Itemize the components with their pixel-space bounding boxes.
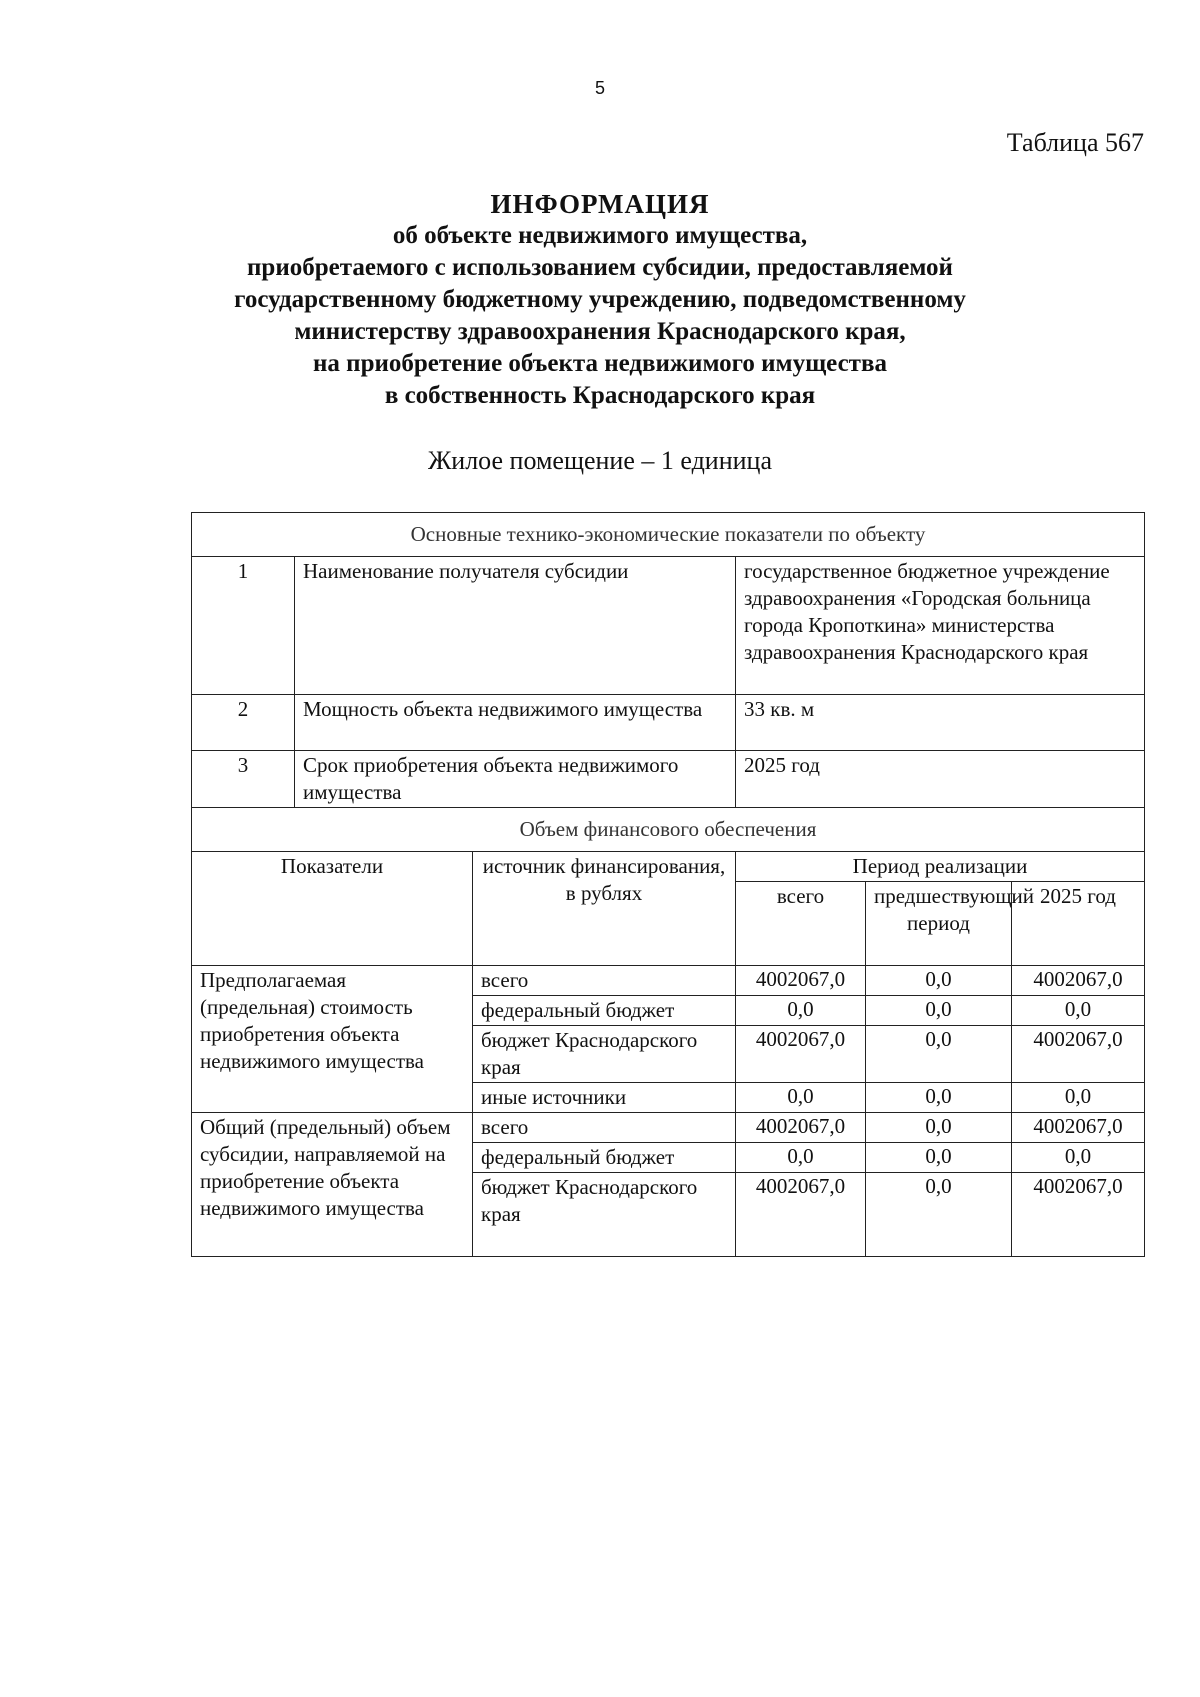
- source-cell: федеральный бюджет: [473, 996, 736, 1026]
- row-value: государственное бюджетное учреждение здравоохранения «Городская больница города Кропоткина» министерства здравоохранения Краснодарского края: [736, 557, 1145, 695]
- group-label: Предполагаемая (предельная) стоимость приобретения объекта недвижимого имущества: [192, 966, 473, 1113]
- value-previous: 0,0: [866, 996, 1012, 1026]
- row-value: 33 кв. м: [736, 695, 1145, 751]
- header-row: [192, 852, 1145, 882]
- row-value: 2025 год: [736, 751, 1145, 808]
- source-cell: бюджет Краснодарского края: [473, 1026, 736, 1083]
- row-label: Мощность объекта недвижимого имущества: [295, 695, 736, 751]
- table-row: [192, 1113, 1145, 1143]
- object-subtitle: Жилое помещение – 1 единица: [427, 446, 772, 475]
- section-title-row: [192, 808, 1145, 852]
- value-total: 0,0: [736, 1083, 866, 1113]
- table-number: Таблица 567: [1006, 128, 1144, 157]
- heading-line: в собственность Краснодарского края: [384, 382, 816, 409]
- document-heading: [0, 188, 1200, 412]
- heading-line: об объекте недвижимого имущества,: [392, 222, 808, 249]
- header-previous: предшествующий период: [866, 882, 1012, 966]
- value-total: 4002067,0: [736, 1173, 866, 1257]
- row-label: Срок приобретения объекта недвижимого имущества: [295, 751, 736, 808]
- value-year: 0,0: [1012, 1143, 1145, 1173]
- value-year: 4002067,0: [1012, 1173, 1145, 1257]
- group-label: Общий (предельный) объем субсидии, направляемой на приобретение объекта недвижимого имущества: [192, 1113, 473, 1257]
- value-previous: 0,0: [866, 1173, 1012, 1257]
- section-title: Объем финансового обеспечения: [192, 808, 1145, 852]
- table-row: [192, 695, 1145, 751]
- header-period: Период реализации: [736, 852, 1145, 882]
- row-number: 1: [192, 557, 295, 695]
- header-source: источник финансирования, в рублях: [473, 852, 736, 966]
- source-cell: всего: [473, 966, 736, 996]
- value-previous: 0,0: [866, 1083, 1012, 1113]
- value-total: 4002067,0: [736, 1026, 866, 1083]
- value-year: 0,0: [1012, 996, 1145, 1026]
- row-label: Наименование получателя субсидии: [295, 557, 736, 695]
- table-row: [192, 966, 1145, 996]
- header-year: 2025 год: [1012, 882, 1145, 966]
- heading-line: государственному бюджетному учреждению, подведомственному: [234, 286, 966, 313]
- value-year: 4002067,0: [1012, 1113, 1145, 1143]
- header-total: всего: [736, 882, 866, 966]
- value-previous: 0,0: [866, 1026, 1012, 1083]
- table-row: [192, 557, 1145, 695]
- table-row: [192, 751, 1145, 808]
- heading-line: приобретаемого с использованием субсидии, предоставляемой: [247, 254, 953, 281]
- source-cell: всего: [473, 1113, 736, 1143]
- row-number: 2: [192, 695, 295, 751]
- value-previous: 0,0: [866, 1113, 1012, 1143]
- value-year: 0,0: [1012, 1083, 1145, 1113]
- header-indicators: Показатели: [192, 852, 473, 966]
- source-cell: федеральный бюджет: [473, 1143, 736, 1173]
- source-cell: бюджет Краснодарского края: [473, 1173, 736, 1257]
- section-title: Основные технико-экономические показатели по объекту: [192, 513, 1145, 557]
- value-year: 4002067,0: [1012, 1026, 1145, 1083]
- value-year: 4002067,0: [1012, 966, 1145, 996]
- value-previous: 0,0: [866, 1143, 1012, 1173]
- value-total: 0,0: [736, 996, 866, 1026]
- source-cell: иные источники: [473, 1083, 736, 1113]
- heading-line: министерству здравоохранения Краснодарского края,: [294, 318, 906, 345]
- page-number: 5: [594, 78, 605, 98]
- value-total: 4002067,0: [736, 966, 866, 996]
- info-table: [191, 512, 1145, 1257]
- value-total: 4002067,0: [736, 1113, 866, 1143]
- value-total: 0,0: [736, 1143, 866, 1173]
- heading-main: ИНФОРМАЦИЯ: [490, 189, 710, 219]
- heading-line: на приобретение объекта недвижимого имущества: [313, 350, 887, 377]
- value-previous: 0,0: [866, 966, 1012, 996]
- section-title-row: [192, 513, 1145, 557]
- row-number: 3: [192, 751, 295, 808]
